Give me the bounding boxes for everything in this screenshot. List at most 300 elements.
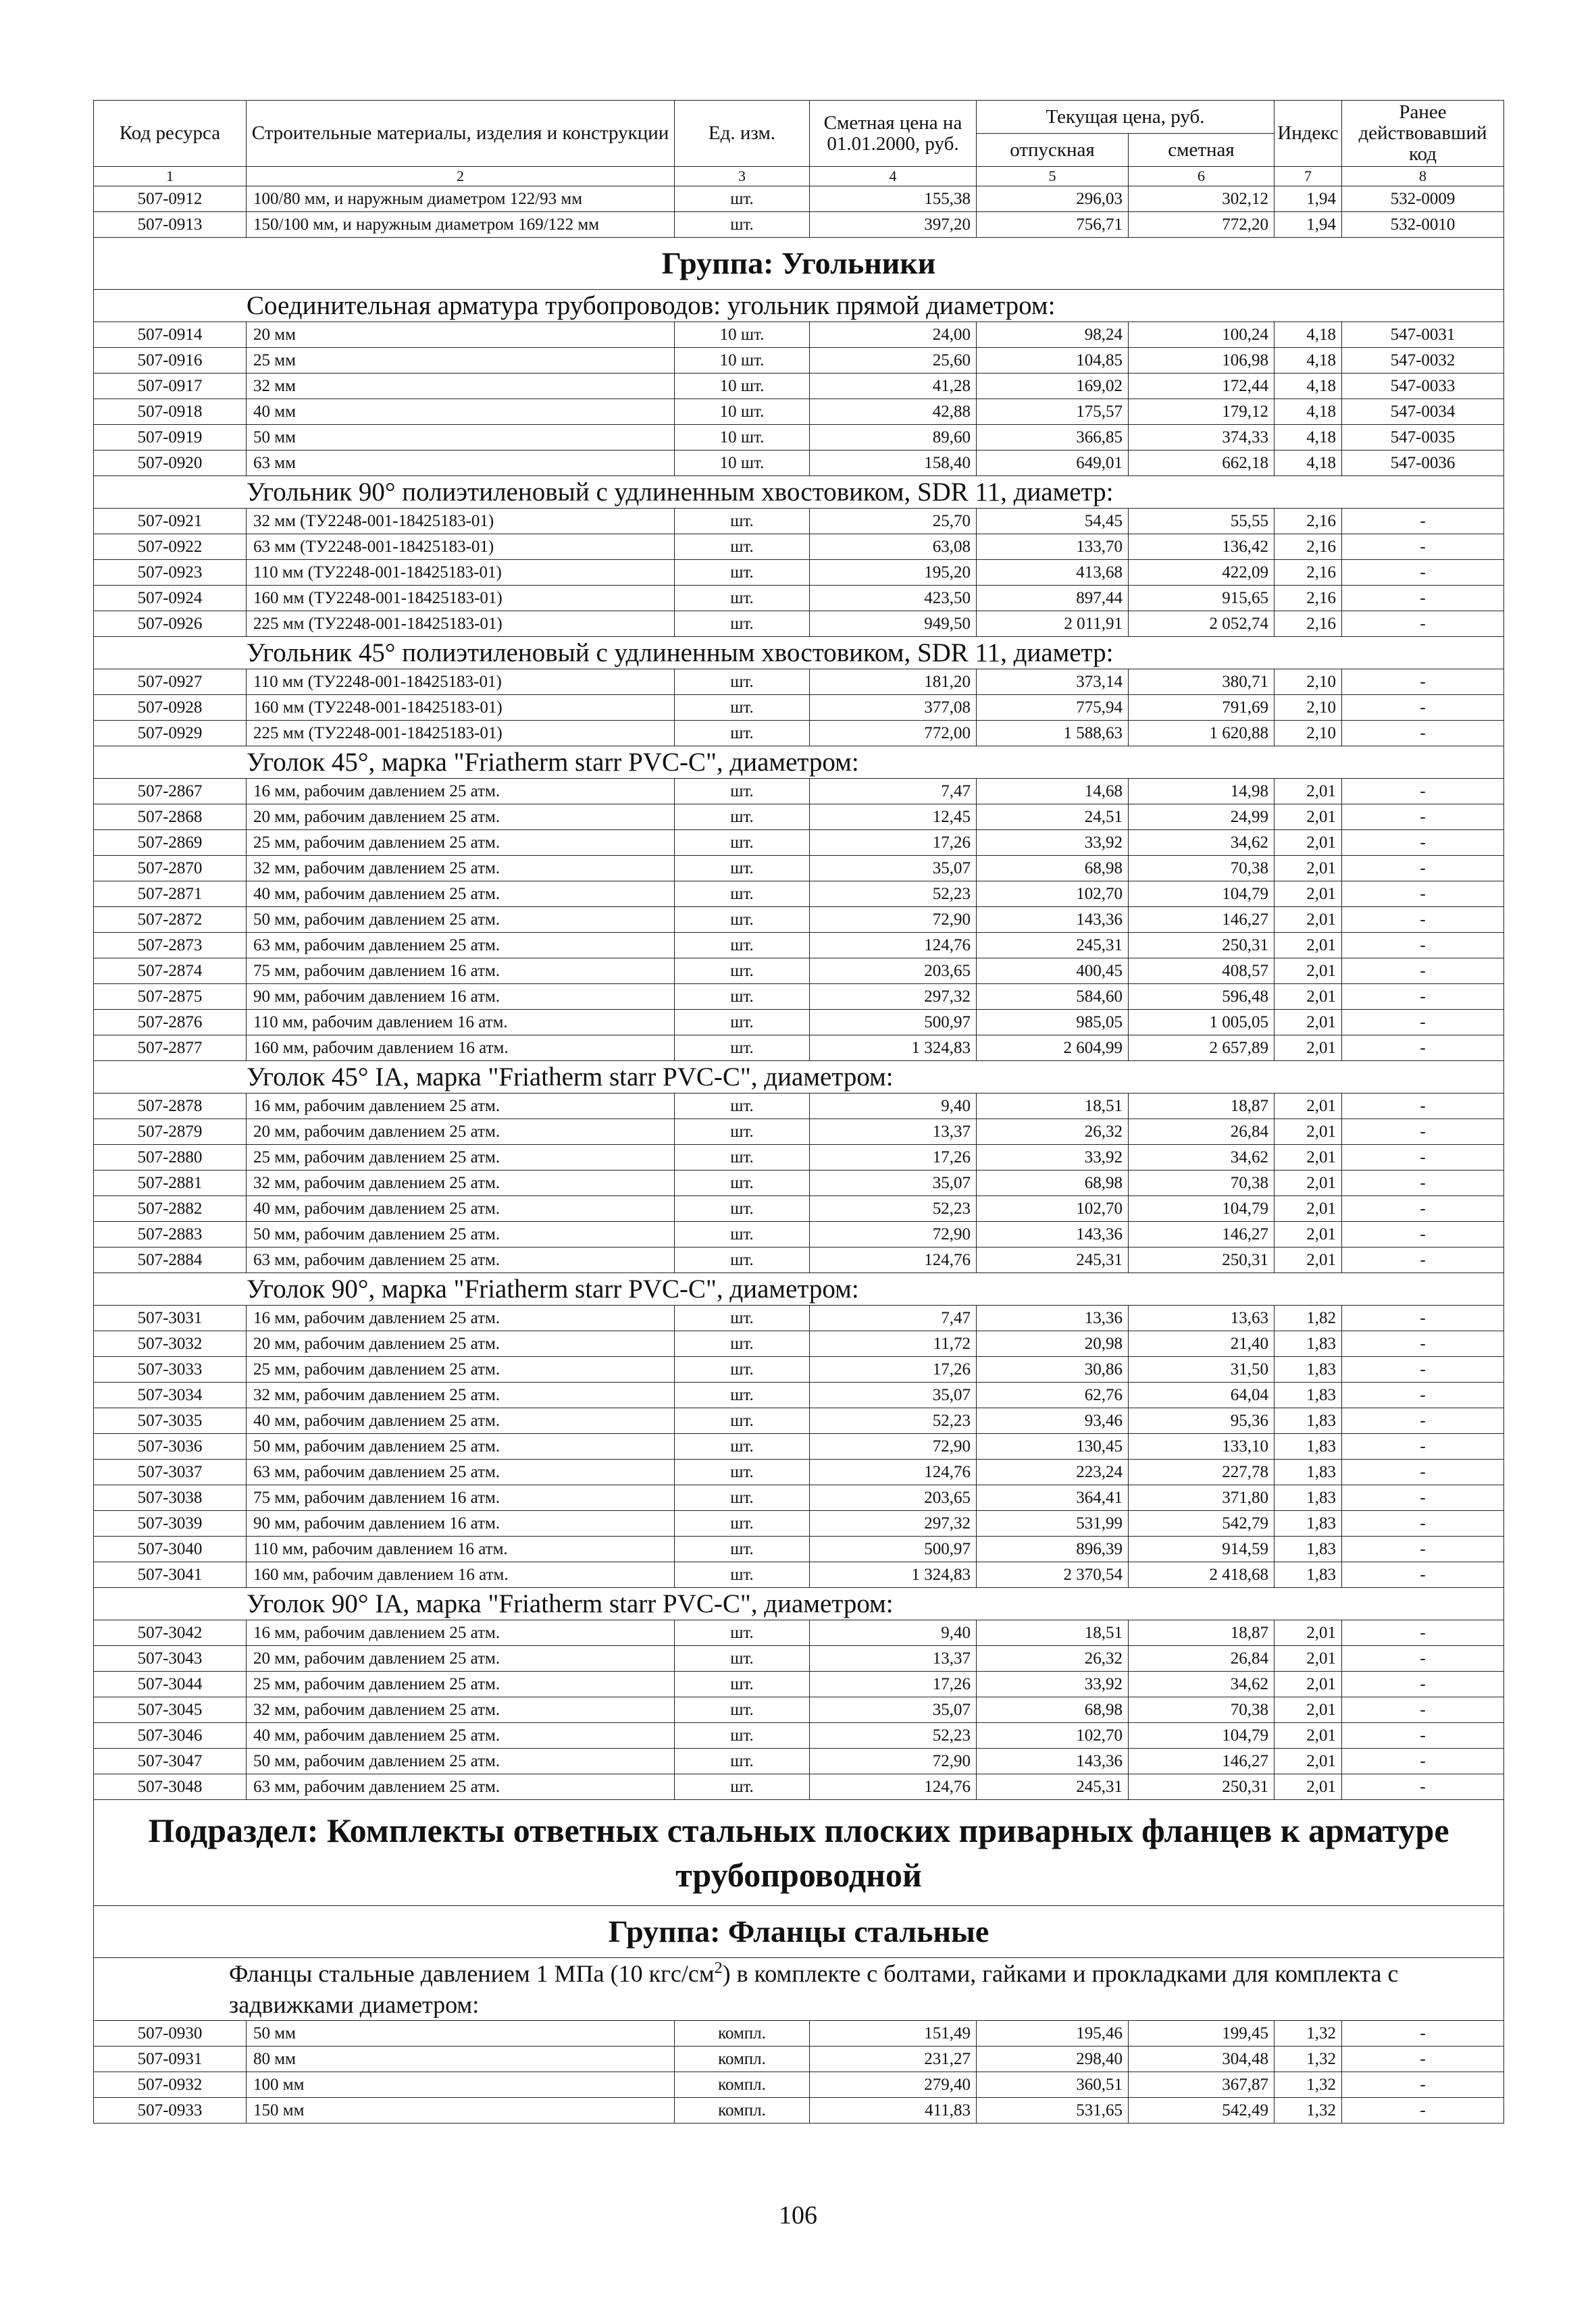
previous-code: - (1342, 560, 1504, 586)
material-name: 20 мм (247, 322, 675, 348)
previous-code: - (1342, 907, 1504, 933)
unit: шт. (675, 1562, 810, 1588)
release-price: 143,36 (977, 907, 1129, 933)
estimate-price: 104,79 (1129, 1723, 1275, 1749)
previous-code: - (1342, 1511, 1504, 1537)
resource-code: 507-3036 (94, 1434, 247, 1460)
previous-code: - (1342, 779, 1504, 804)
resource-code: 507-2881 (94, 1171, 247, 1196)
table-row (94, 425, 1504, 451)
estimate-price: 915,65 (1129, 586, 1275, 611)
previous-code: - (1342, 1331, 1504, 1357)
table-row (94, 856, 1504, 881)
material-name: 32 мм, рабочим давлением 25 атм. (247, 1697, 675, 1723)
release-price: 2 604,99 (977, 1035, 1129, 1061)
release-price: 245,31 (977, 1248, 1129, 1273)
price-index: 2,16 (1275, 586, 1342, 611)
price-index: 1,32 (1275, 2021, 1342, 2047)
base-price: 151,49 (810, 2021, 977, 2047)
price-index: 1,83 (1275, 1331, 1342, 1357)
base-price: 181,20 (810, 669, 977, 695)
release-price: 24,51 (977, 804, 1129, 830)
unit: шт. (675, 1672, 810, 1697)
release-price: 373,14 (977, 669, 1129, 695)
estimate-price: 95,36 (1129, 1408, 1275, 1434)
resource-code: 507-0912 (94, 186, 247, 212)
unit: шт. (675, 1035, 810, 1061)
header-index: Индекс (1275, 101, 1342, 167)
price-index: 1,94 (1275, 212, 1342, 238)
material-name: 32 мм, рабочим давлением 25 атм. (247, 1383, 675, 1408)
release-price: 68,98 (977, 1171, 1129, 1196)
column-number: 8 (1342, 167, 1504, 186)
subgroup-title-row (94, 1061, 1504, 1094)
unit: шт. (675, 1434, 810, 1460)
header-base-price: Сметная цена на 01.01.2000, руб. (810, 101, 977, 167)
estimate-price: 133,10 (1129, 1434, 1275, 1460)
base-price: 17,26 (810, 1145, 977, 1171)
unit: шт. (675, 804, 810, 830)
unit: шт. (675, 1383, 810, 1408)
previous-code: - (1342, 1537, 1504, 1562)
table-row (94, 1171, 1504, 1196)
base-price: 124,76 (810, 1248, 977, 1273)
table-row (94, 1010, 1504, 1035)
previous-code: - (1342, 1222, 1504, 1248)
estimate-price: 2 052,74 (1129, 611, 1275, 637)
table-row (94, 1537, 1504, 1562)
base-price: 35,07 (810, 1383, 977, 1408)
previous-code: - (1342, 509, 1504, 534)
resource-code: 507-3040 (94, 1537, 247, 1562)
price-index: 1,94 (1275, 186, 1342, 212)
release-price: 2 011,91 (977, 611, 1129, 637)
release-price: 30,86 (977, 1357, 1129, 1383)
unit: компл. (675, 2072, 810, 2098)
header-release-price: отпускная (977, 134, 1129, 167)
previous-code: 532-0010 (1342, 212, 1504, 238)
material-name: 75 мм, рабочим давлением 16 атм. (247, 1485, 675, 1511)
unit: шт. (675, 1248, 810, 1273)
table-row (94, 830, 1504, 856)
release-price: 93,46 (977, 1408, 1129, 1434)
material-name: 16 мм, рабочим давлением 25 атм. (247, 1306, 675, 1331)
material-name: 32 мм, рабочим давлением 25 атм. (247, 1171, 675, 1196)
previous-code: 547-0036 (1342, 451, 1504, 476)
estimate-price: 662,18 (1129, 451, 1275, 476)
material-name: 160 мм (ТУ2248-001-18425183-01) (247, 695, 675, 721)
price-index: 1,32 (1275, 2047, 1342, 2072)
resource-code: 507-3034 (94, 1383, 247, 1408)
base-price: 17,26 (810, 1672, 977, 1697)
base-price: 203,65 (810, 1485, 977, 1511)
table-row (94, 1749, 1504, 1774)
material-name: 80 мм (247, 2047, 675, 2072)
material-name: 150 мм (247, 2098, 675, 2124)
price-index: 2,01 (1275, 1646, 1342, 1672)
column-number: 6 (1129, 167, 1275, 186)
release-price: 296,03 (977, 186, 1129, 212)
material-name: 40 мм, рабочим давлением 25 атм. (247, 1723, 675, 1749)
release-price: 245,31 (977, 1774, 1129, 1800)
table-row (94, 2098, 1504, 2124)
release-price: 400,45 (977, 958, 1129, 984)
release-price: 54,45 (977, 509, 1129, 534)
price-index: 2,01 (1275, 933, 1342, 958)
base-price: 63,08 (810, 534, 977, 560)
price-index: 1,83 (1275, 1357, 1342, 1383)
table-row (94, 1408, 1504, 1434)
section-title-row (94, 1800, 1504, 1906)
previous-code: - (1342, 1774, 1504, 1800)
material-name: 16 мм, рабочим давлением 25 атм. (247, 1620, 675, 1646)
price-index: 2,01 (1275, 779, 1342, 804)
base-price: 11,72 (810, 1331, 977, 1357)
unit: шт. (675, 830, 810, 856)
material-name: 25 мм, рабочим давлением 25 атм. (247, 1145, 675, 1171)
material-name: 40 мм, рабочим давлением 25 атм. (247, 881, 675, 907)
resource-code: 507-3035 (94, 1408, 247, 1434)
previous-code: - (1342, 1485, 1504, 1511)
estimate-price: 146,27 (1129, 1749, 1275, 1774)
flange-title-before: Фланцы стальные давлением 1 МПа (10 кгс/см (229, 1960, 715, 1987)
previous-code: - (1342, 881, 1504, 907)
material-name: 50 мм, рабочим давлением 25 атм. (247, 1749, 675, 1774)
resource-code: 507-2872 (94, 907, 247, 933)
previous-code: - (1342, 611, 1504, 637)
unit: шт. (675, 1697, 810, 1723)
table-row (94, 695, 1504, 721)
resource-code: 507-0920 (94, 451, 247, 476)
previous-code: 547-0031 (1342, 322, 1504, 348)
price-index: 2,01 (1275, 907, 1342, 933)
table-row (94, 1774, 1504, 1800)
previous-code: - (1342, 2072, 1504, 2098)
base-price: 72,90 (810, 1749, 977, 1774)
subgroup-title: Угольник 45° полиэтиленовый с удлиненным хвостовиком, SDR 11, диаметр: (94, 637, 1504, 669)
estimate-price: 146,27 (1129, 1222, 1275, 1248)
resource-code: 507-2882 (94, 1196, 247, 1222)
table-row (94, 1620, 1504, 1646)
price-index: 2,01 (1275, 1248, 1342, 1273)
base-price: 124,76 (810, 933, 977, 958)
unit: шт. (675, 669, 810, 695)
material-name: 63 мм (247, 451, 675, 476)
resource-code: 507-0927 (94, 669, 247, 695)
resource-code: 507-2869 (94, 830, 247, 856)
release-price: 756,71 (977, 212, 1129, 238)
material-name: 63 мм (ТУ2248-001-18425183-01) (247, 534, 675, 560)
subgroup-title-row (94, 746, 1504, 779)
previous-code: 547-0032 (1342, 348, 1504, 374)
price-index: 1,83 (1275, 1460, 1342, 1485)
table-row (94, 1697, 1504, 1723)
previous-code: - (1342, 1094, 1504, 1119)
table-row (94, 907, 1504, 933)
price-index: 2,01 (1275, 1749, 1342, 1774)
resource-code: 507-3033 (94, 1357, 247, 1383)
price-index: 2,01 (1275, 881, 1342, 907)
table-row (94, 1562, 1504, 1588)
unit: шт. (675, 1460, 810, 1485)
unit: шт. (675, 1511, 810, 1537)
resource-code: 507-2880 (94, 1145, 247, 1171)
estimate-price: 367,87 (1129, 2072, 1275, 2098)
estimate-price: 1 620,88 (1129, 721, 1275, 746)
base-price: 7,47 (810, 1306, 977, 1331)
base-price: 35,07 (810, 1171, 977, 1196)
previous-code: - (1342, 1434, 1504, 1460)
estimate-price: 34,62 (1129, 1672, 1275, 1697)
header-material: Строительные материалы, изделия и конструкции (247, 101, 675, 167)
table-row (94, 881, 1504, 907)
price-index: 2,01 (1275, 958, 1342, 984)
previous-code: - (1342, 2021, 1504, 2047)
previous-code: - (1342, 586, 1504, 611)
unit: 10 шт. (675, 322, 810, 348)
release-price: 33,92 (977, 1145, 1129, 1171)
header-current-price: Текущая цена, руб. (977, 101, 1275, 134)
subgroup-title (94, 1958, 1504, 2021)
column-number: 4 (810, 167, 977, 186)
unit: шт. (675, 586, 810, 611)
price-index: 2,01 (1275, 984, 1342, 1010)
base-price: 13,37 (810, 1646, 977, 1672)
table-row (94, 534, 1504, 560)
estimate-price: 146,27 (1129, 907, 1275, 933)
estimate-price: 542,49 (1129, 2098, 1275, 2124)
flange-title-sup: 2 (714, 1959, 723, 1977)
price-index: 1,83 (1275, 1511, 1342, 1537)
estimate-price: 70,38 (1129, 1171, 1275, 1196)
base-price: 772,00 (810, 721, 977, 746)
base-price: 25,70 (810, 509, 977, 534)
table-row (94, 779, 1504, 804)
material-name: 100/80 мм, и наружным диаметром 122/93 мм (247, 186, 675, 212)
previous-code: - (1342, 958, 1504, 984)
base-price: 500,97 (810, 1537, 977, 1562)
resource-code: 507-3047 (94, 1749, 247, 1774)
price-index: 2,01 (1275, 1697, 1342, 1723)
price-index: 2,01 (1275, 1171, 1342, 1196)
table-row (94, 1646, 1504, 1672)
resource-code: 507-0926 (94, 611, 247, 637)
material-name: 110 мм, рабочим давлением 16 атм. (247, 1010, 675, 1035)
unit: шт. (675, 1646, 810, 1672)
base-price: 297,32 (810, 1511, 977, 1537)
table-row (94, 1222, 1504, 1248)
release-price: 531,65 (977, 2098, 1129, 2124)
material-name: 90 мм, рабочим давлением 16 атм. (247, 984, 675, 1010)
previous-code: - (1342, 695, 1504, 721)
column-number: 7 (1275, 167, 1342, 186)
unit: компл. (675, 2098, 810, 2124)
section-title: Подраздел: Комплекты ответных стальных плоских приварных фланцев к арматуре трубопроводной (94, 1800, 1504, 1906)
base-price: 17,26 (810, 830, 977, 856)
unit: 10 шт. (675, 425, 810, 451)
price-index: 2,16 (1275, 534, 1342, 560)
unit: шт. (675, 1620, 810, 1646)
material-name: 75 мм, рабочим давлением 16 атм. (247, 958, 675, 984)
subgroup-title: Уголок 90° IA, марка "Friatherm starr PVC-C", диаметром: (94, 1588, 1504, 1620)
estimate-price: 136,42 (1129, 534, 1275, 560)
resource-code: 507-2871 (94, 881, 247, 907)
previous-code: 547-0035 (1342, 425, 1504, 451)
resource-code: 507-0913 (94, 212, 247, 238)
release-price: 985,05 (977, 1010, 1129, 1035)
unit: шт. (675, 1145, 810, 1171)
resource-code: 507-3043 (94, 1646, 247, 1672)
resource-code: 507-2868 (94, 804, 247, 830)
base-price: 9,40 (810, 1094, 977, 1119)
base-price: 397,20 (810, 212, 977, 238)
table-row (94, 212, 1504, 238)
previous-code: - (1342, 1119, 1504, 1145)
price-index: 2,10 (1275, 695, 1342, 721)
previous-code: 532-0009 (1342, 186, 1504, 212)
estimate-price: 172,44 (1129, 374, 1275, 399)
previous-code: 547-0034 (1342, 399, 1504, 425)
material-name: 150/100 мм, и наружным диаметром 169/122 мм (247, 212, 675, 238)
table-row (94, 1672, 1504, 1697)
table-row (94, 1460, 1504, 1485)
material-name: 110 мм, рабочим давлением 16 атм. (247, 1537, 675, 1562)
previous-code: - (1342, 1010, 1504, 1035)
release-price: 68,98 (977, 856, 1129, 881)
material-name: 25 мм, рабочим давлением 25 атм. (247, 1357, 675, 1383)
price-index: 2,01 (1275, 1774, 1342, 1800)
previous-code: 547-0033 (1342, 374, 1504, 399)
column-number: 2 (247, 167, 675, 186)
previous-code: - (1342, 1035, 1504, 1061)
material-name: 110 мм (ТУ2248-001-18425183-01) (247, 669, 675, 695)
material-name: 160 мм, рабочим давлением 16 атм. (247, 1035, 675, 1061)
material-name: 90 мм, рабочим давлением 16 атм. (247, 1511, 675, 1537)
resource-code: 507-0931 (94, 2047, 247, 2072)
unit: компл. (675, 2021, 810, 2047)
price-index: 2,01 (1275, 1145, 1342, 1171)
release-price: 143,36 (977, 1749, 1129, 1774)
previous-code: - (1342, 804, 1504, 830)
table-row (94, 1248, 1504, 1273)
estimate-price: 422,09 (1129, 560, 1275, 586)
price-index: 2,01 (1275, 1620, 1342, 1646)
base-price: 411,83 (810, 2098, 977, 2124)
table-row (94, 1434, 1504, 1460)
resource-code: 507-3042 (94, 1620, 247, 1646)
estimate-price: 791,69 (1129, 695, 1275, 721)
table-row (94, 1723, 1504, 1749)
previous-code: - (1342, 1408, 1504, 1434)
table-row (94, 586, 1504, 611)
table-row (94, 509, 1504, 534)
unit: шт. (675, 881, 810, 907)
group-title-row (94, 1906, 1504, 1958)
material-name: 25 мм, рабочим давлением 25 атм. (247, 1672, 675, 1697)
unit: шт. (675, 1171, 810, 1196)
estimate-price: 70,38 (1129, 1697, 1275, 1723)
previous-code: - (1342, 1646, 1504, 1672)
material-name: 32 мм, рабочим давлением 25 атм. (247, 856, 675, 881)
material-name: 20 мм, рабочим давлением 25 атм. (247, 1331, 675, 1357)
table-row (94, 669, 1504, 695)
price-index: 2,01 (1275, 1119, 1342, 1145)
price-index: 1,83 (1275, 1537, 1342, 1562)
previous-code: - (1342, 534, 1504, 560)
resource-code: 507-3039 (94, 1511, 247, 1537)
material-name: 225 мм (ТУ2248-001-18425183-01) (247, 611, 675, 637)
table-row (94, 2021, 1504, 2047)
unit: шт. (675, 611, 810, 637)
resource-code: 507-2870 (94, 856, 247, 881)
price-index: 2,01 (1275, 1196, 1342, 1222)
resource-code: 507-0919 (94, 425, 247, 451)
unit: шт. (675, 1485, 810, 1511)
subgroup-title: Уголок 45°, марка "Friatherm starr PVC-C", диаметром: (94, 746, 1504, 779)
subgroup-title-row (94, 637, 1504, 669)
resource-code: 507-0921 (94, 509, 247, 534)
unit: шт. (675, 1774, 810, 1800)
release-price: 897,44 (977, 586, 1129, 611)
column-number: 3 (675, 167, 810, 186)
table-row (94, 374, 1504, 399)
base-price: 42,88 (810, 399, 977, 425)
price-index: 2,01 (1275, 1222, 1342, 1248)
release-price: 26,32 (977, 1119, 1129, 1145)
unit: шт. (675, 1222, 810, 1248)
unit: шт. (675, 509, 810, 534)
unit: шт. (675, 721, 810, 746)
release-price: 20,98 (977, 1331, 1129, 1357)
material-name: 16 мм, рабочим давлением 25 атм. (247, 779, 675, 804)
estimate-price: 374,33 (1129, 425, 1275, 451)
estimate-price: 106,98 (1129, 348, 1275, 374)
flange-title-after: ) в комплекте с болтами, гайками и прокладками для комплекта с задвижками диаметром: (229, 1960, 1399, 2018)
resource-code: 507-2874 (94, 958, 247, 984)
release-price: 18,51 (977, 1620, 1129, 1646)
price-index: 2,01 (1275, 1723, 1342, 1749)
material-name: 63 мм, рабочим давлением 25 атм. (247, 933, 675, 958)
subgroup-title: Уголок 45° IA, марка "Friatherm starr PVC-C", диаметром: (94, 1061, 1504, 1094)
column-number: 1 (94, 167, 247, 186)
resource-code: 507-3038 (94, 1485, 247, 1511)
column-numbers-row (94, 167, 1504, 186)
price-index: 4,18 (1275, 374, 1342, 399)
price-index: 2,10 (1275, 669, 1342, 695)
release-price: 104,85 (977, 348, 1129, 374)
previous-code: - (1342, 1562, 1504, 1588)
price-index: 2,10 (1275, 721, 1342, 746)
resource-code: 507-0916 (94, 348, 247, 374)
release-price: 413,68 (977, 560, 1129, 586)
price-index: 1,82 (1275, 1306, 1342, 1331)
price-index: 1,83 (1275, 1434, 1342, 1460)
unit: компл. (675, 2047, 810, 2072)
previous-code: - (1342, 1672, 1504, 1697)
estimate-price: 596,48 (1129, 984, 1275, 1010)
group-title: Группа: Фланцы стальные (94, 1906, 1504, 1958)
table-row (94, 721, 1504, 746)
unit: 10 шт. (675, 451, 810, 476)
unit: шт. (675, 907, 810, 933)
material-name: 100 мм (247, 2072, 675, 2098)
price-index: 2,16 (1275, 560, 1342, 586)
table-row (94, 984, 1504, 1010)
base-price: 17,26 (810, 1357, 977, 1383)
release-price: 102,70 (977, 1196, 1129, 1222)
material-name: 50 мм, рабочим давлением 25 атм. (247, 907, 675, 933)
estimate-price: 179,12 (1129, 399, 1275, 425)
